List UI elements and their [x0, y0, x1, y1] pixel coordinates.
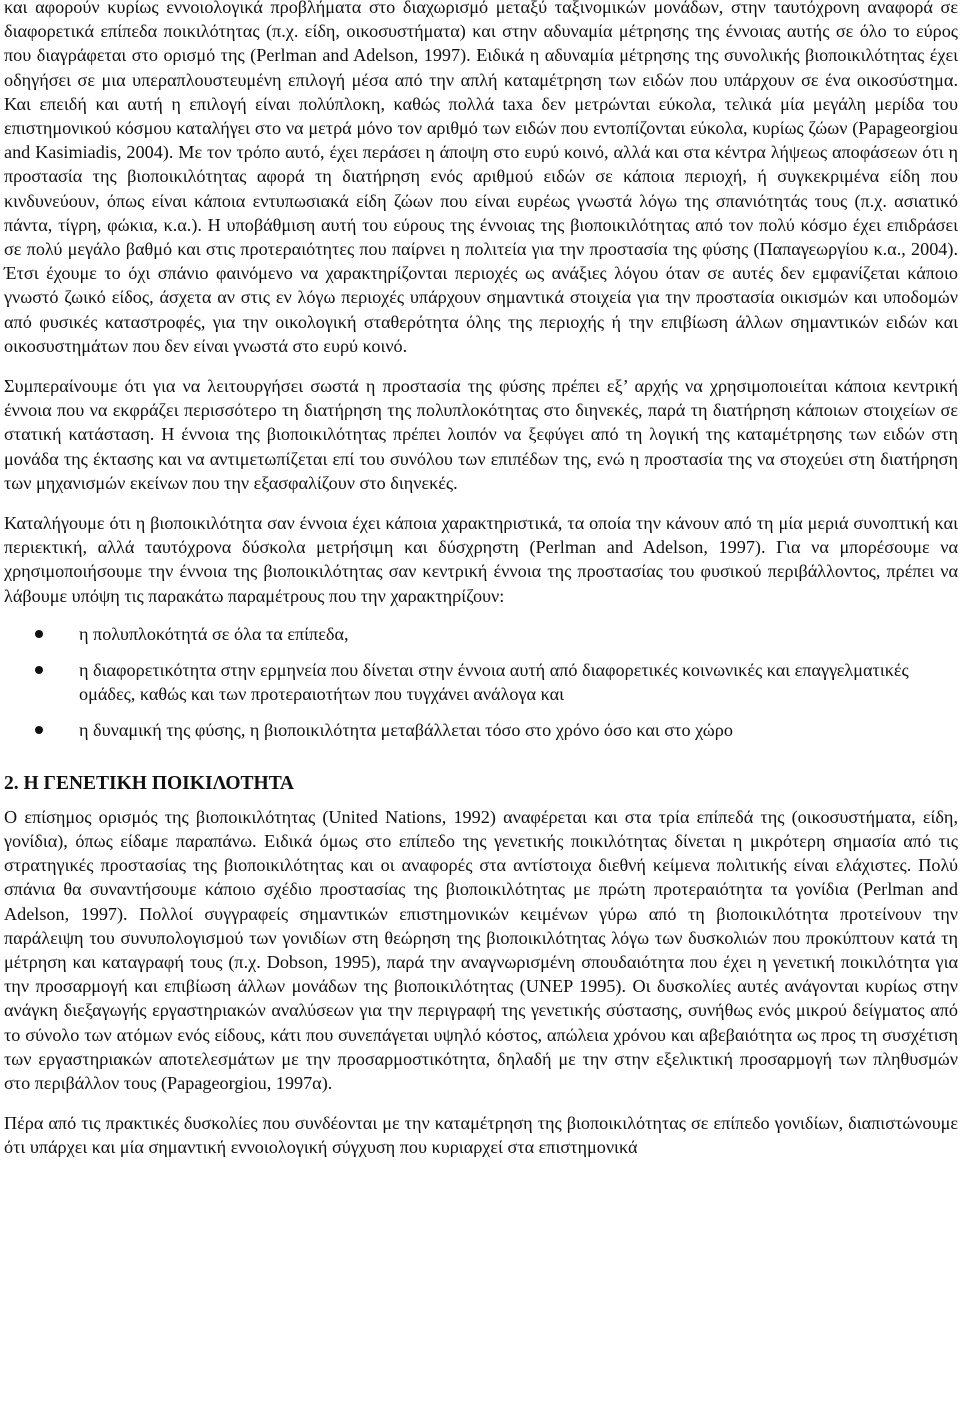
list-item-text: η δυναμική της φύσης, η βιοποικιλότητα μεταβάλλεται τόσο στο χρόνο όσο και στο χώρο: [79, 720, 733, 741]
bullet-icon: [35, 726, 43, 734]
list-item-text: η διαφορετικότητα στην ερμηνεία που δίνεται στην έννοια αυτή από διαφορετικές κοινωνικές και επαγγελματικές ομάδες, καθώς και των προτεραιοτήτων που τυγχάνει ανάλογα και: [79, 660, 909, 705]
body-paragraph-5: Πέρα από τις πρακτικές δυσκολίες που συνδέονται με την καταμέτρηση της βιοποικιλότητας σε επίπεδο γονιδίων, διαπιστώνουμε ότι υπάρχει και μία σημαντική εννοιολογική σύγχυση που κυριαρχεί στα επιστημονικά: [4, 1113, 958, 1158]
characteristics-list: [4, 622, 958, 743]
body-paragraph-3: Καταλήγουμε ότι η βιοποικιλότητα σαν έννοια έχει κάποια χαρακτηριστικά, τα οποία την κάνουν από τη μία μεριά συνοπτική και περιεκτική, αλλά ταυτόχρονα δύσκολα μετρήσιμη και δύσχρηστη (Perlman and Adelson, 1997). Για να μπορέσουμε να χρησιμοποιήσουμε την έννοια της βιοποικιλότητας σαν κεντρική έννοια της προστασίας του φυσικού περιβάλλοντος, πρέπει να λάβουμε υπόψη τις παρακάτω παραμέτρους που την χαρακτηρίζουν:: [4, 513, 958, 606]
list-item: [4, 718, 958, 742]
list-item: [4, 622, 958, 646]
document-page: [4, 0, 958, 1160]
bullet-icon: [35, 666, 43, 674]
list-item-text: η πολυπλοκότητά σε όλα τα επίπεδα,: [79, 623, 349, 644]
body-paragraph-1: και αφορούν κυρίως εννοιολογικά προβλήματα στο διαχωρισμό μεταξύ ταξινομικών μονάδων, στην ταυτόχρονη αναφορά σε διαφορετικά επίπεδα ποικιλότητας (π.χ. είδη, οικοσυστήματα) και στην αδυναμία μέτρησης της έννοιας αυτής σε όλο το εύρος που διαγράφεται στο ορισμό της (Perlman and Adelson, 1997). Ειδικά η αδυναμία μέτρησης της συνολικής βιοποικιλότητας έχει οδηγήσει σε μια υπεραπλουστευμένη επιλογή μέσα από την απλή καταμέτρηση των ειδών που υπάρχουν σε ένα οικοσύστημα. Και επειδή και αυτή η επιλογή είναι πολύπλοκη, καθώς πολλά taxa δεν μετρώνται εύκολα, τελικά μία μεγάλη μερίδα του επιστημονικού κόσμου καταλήγει στο να μετρά μόνο τον αριθμό των ειδών που εντοπίζονται εύκολα, κυρίως ζώων (Papageorgiou and Kasimiadis, 2004). Με τον τρόπο αυτό, έχει περάσει η άποψη στο ευρύ κοινό, αλλά και στα κέντρα λήψεως αποφάσεων ότι η προστασία της βιοποικιλότητας αφορά τη διατήρηση ενός αριθμού ειδών σε κάποια περιοχή, ή συγκεκριμένα είδη που κινδυνεύουν, όπως είναι κάποια εντυπωσιακά είδη ζώων που είναι ευρέως γνωστά λόγω της σπανιότητάς τους (π.χ. ασιατικό πάντα, τίγρη, φώκια, κ.α.). Η υποβάθμιση αυτή του εύρους της έννοιας της βιοποικιλότητας από τον πολύ κόσμο έχει επιδράσει σε πολύ μεγάλο βαθμό και στις προτεραιότητες που παίρνει η πολιτεία για την προστασία της φύσης (Παπαγεωργίου κ.α., 2004). Έτσι έχουμε το όχι σπάνιο φαινόμενο να χαρακτηρίζονται περιοχές ως ανάξιες λόγου όταν σε αυτές δεν εμφανίζεται κάποιο γνωστό ζωικό είδος, άσχετα αν στις εν λόγω περιοχές υπάρχουν σημαντικά στοιχεία για την προστασία οικισμών και υποδομών από φυσικές καταστροφές, για την οικολογική σταθερότητα όλης της περιοχής ή την επιβίωση άλλων σημαντικών ειδών και οικοσυστημάτων που δεν είναι γνωστά στο ευρύ κοινό.: [4, 0, 958, 356]
section-heading: 2. Η ΓΕΝΕΤΙΚΗ ΠΟΙΚΙΛΟΤΗΤΑ: [4, 772, 294, 794]
body-paragraph-2: Συμπεραίνουμε ότι για να λειτουργήσει σωστά η προστασία της φύσης πρέπει εξ’ αρχής να χρησιμοποιείται κάποια κεντρική έννοια που να εκφράζει περισσότερο τη διατήρηση της πολυπλοκότητας στο διηνεκές, παρά τη διατήρηση κάποιων στοιχείων σε στατική κατάσταση. Η έννοια της βιοποικιλότητας πρέπει λοιπόν να ξεφύγει από τη λογική της καταμέτρησης των ειδών στη μονάδα της έκτασης και να αντιμετωπίζεται επί του συνόλου των επιπέδων της, ενώ η προστασία της να στοχεύει στη διατήρηση των μηχανισμών εκείνων που την εξασφαλίζουν στο διηνεκές.: [4, 376, 958, 493]
body-paragraph-4: Ο επίσημος ορισμός της βιοποικιλότητας (United Nations, 1992) αναφέρεται και στα τρία επίπεδά της (οικοσυστήματα, είδη, γονίδια), όπως είδαμε παραπάνω. Ειδικά όμως στο επίπεδο της γενετικής ποικιλότητας δίνεται η μικρότερη σημασία από τις στρατηγικές προστασίας της βιοποικιλότητας και οι αναφορές στα αντίστοιχα διεθνή κείμενα πολιτικής είναι ελάχιστες. Πολύ σπάνια θα συναντήσουμε κάποιο σχέδιο προστασίας της βιοποικιλότητας με πρώτη προτεραιότητα τα γονίδια (Perlman and Adelson, 1997). Πολλοί συγγραφείς σημαντικών επιστημονικών κειμένων γύρω από τη βιοποικιλότητα προτείνουν την παράλειψη του συνυπολογισμού των γονιδίων στη θεώρηση της βιοποικιλότητας λόγω των δυσκολιών που προκύπτουν κατά τη μέτρηση και καταγραφή τους (π.χ. Dobson, 1995), παρά την αναγνωρισμένη σπουδαιότητα που έχει η γενετική ποικιλότητα για την προσαρμογή και επιβίωση άλλων μονάδων της βιοποικιλότητας (UNEP 1995). Οι δυσκολίες αυτές ανάγονται κυρίως στην ανάγκη διεξαγωγής εργαστηριακών αναλύσεων για την περιγραφή της γενετικής σύστασης, συνήθως ενός μικρού δείγματος από το σύνολο των ατόμων ενός είδους, κάτι που συνεπάγεται υψηλό κόστος, απώλεια χρόνου και αβεβαιότητα ως προς τη συσχέτιση των εργαστηριακών αποτελεσμάτων με την προσαρμοστικότητα, δηλαδή με την στην εξελικτική προσαρμογή των πληθυσμών στο περιβάλλον τους (Papageorgiou, 1997α).: [4, 806, 958, 1093]
bullet-icon: [35, 630, 43, 638]
list-item: [4, 658, 958, 706]
